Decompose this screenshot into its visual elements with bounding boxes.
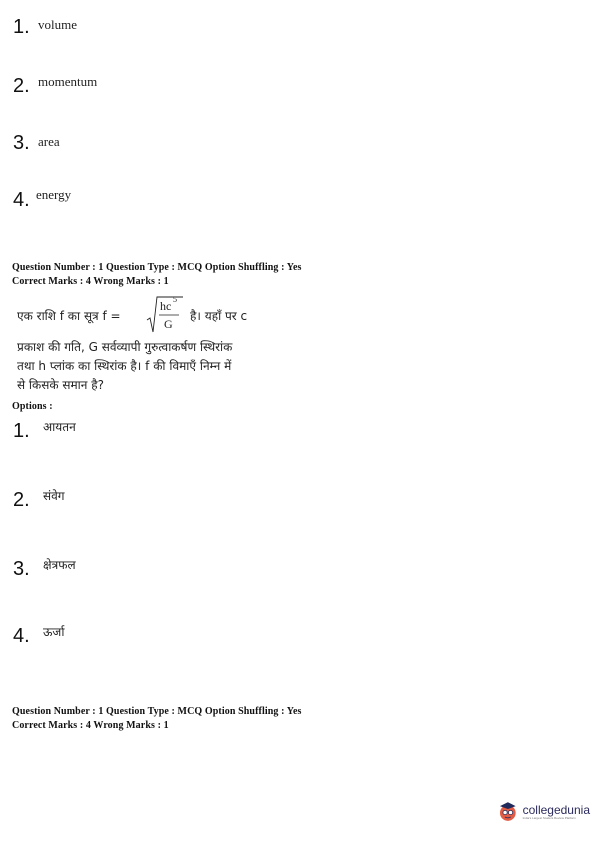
next-question-meta-line2: Correct Marks : 4 Wrong Marks : 1 (12, 720, 169, 731)
question-meta-line1: Question Number : 1 Question Type : MCQ Option Shuffling : Yes (12, 262, 302, 273)
formula-numerator: hc (160, 299, 172, 313)
formula-denominator: G (164, 317, 173, 331)
question-line3: तथा h प्लांक का स्थिरांक है। f की विमाएँ निम्न में (17, 359, 232, 373)
question-line1-prefix: एक राशि f का सूत्र f = (17, 309, 121, 323)
option-text-sanveg: संवेग (43, 489, 65, 503)
collegedunia-logo (498, 801, 590, 823)
option-number-3: 3. (13, 558, 30, 580)
option-number-4: 4. (13, 625, 30, 647)
option-number-4: 4. (13, 189, 30, 211)
formula-sqrt (146, 294, 184, 336)
option-number-2: 2. (13, 489, 30, 511)
option-text-momentum: momentum (38, 74, 98, 89)
question-line4: से किसके समान है? (17, 378, 105, 392)
question-line1-suffix: है। यहाँ पर c (190, 309, 248, 323)
option-number-1: 1. (13, 420, 30, 442)
question-line2: प्रकाश की गति, G सर्वव्यापी गुरुत्वाकर्षण स्थिरांक (17, 340, 233, 354)
student-mascot-icon (498, 801, 518, 823)
logo-wordmark: collegedunia (522, 803, 590, 817)
question-meta-line2: Correct Marks : 4 Wrong Marks : 1 (12, 276, 169, 287)
option-text-urja: ऊर्जा (43, 625, 65, 639)
formula-exponent: 5 (173, 295, 177, 304)
option-text-area: area (38, 134, 60, 149)
logo-tagline: India's Largest Student Review Platform (522, 816, 576, 820)
options-label: Options : (12, 401, 53, 412)
option-number-2: 2. (13, 75, 30, 97)
option-text-aayatan: आयतन (43, 420, 76, 434)
next-question-meta-line1: Question Number : 1 Question Type : MCQ Option Shuffling : Yes (12, 706, 302, 717)
option-number-1: 1. (13, 16, 30, 38)
option-text-volume: volume (38, 17, 77, 32)
option-text-energy: energy (36, 187, 72, 202)
option-number-3: 3. (13, 132, 30, 154)
option-text-kshetrafal: क्षेत्रफल (43, 558, 76, 572)
